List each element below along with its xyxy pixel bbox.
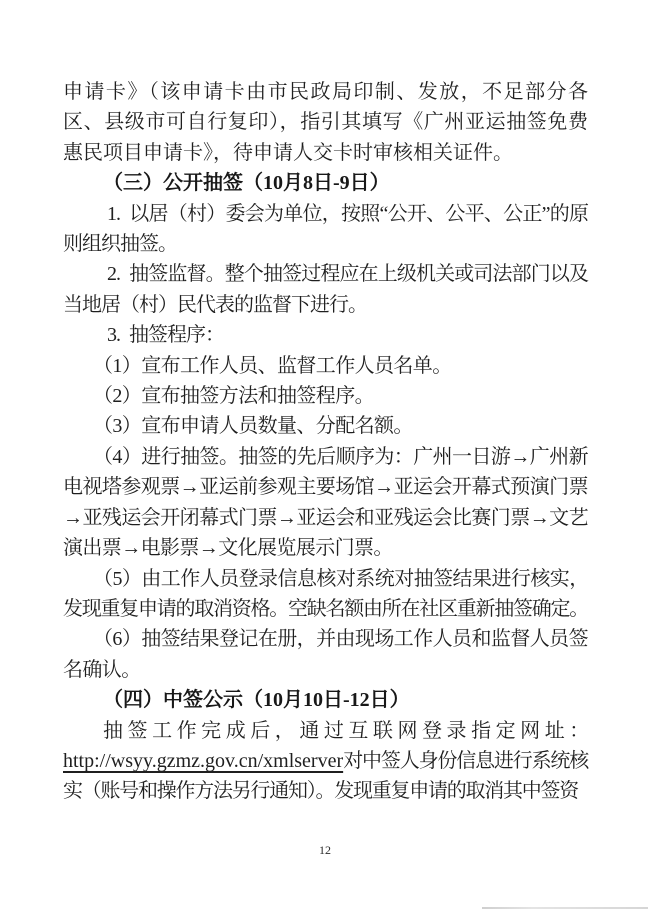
scan-artifact-line xyxy=(482,907,648,909)
paragraph xyxy=(63,199,588,260)
text-run: 申请卡》（该申请卡由市民政局印制、发放，不足部分各区、县级市可自行复印），指引其填写《广州亚运抽签免费惠民项目申请卡》，待申请人交卡时审核相关证件。 xyxy=(63,81,588,164)
text-run: 1. 以居（村）委会为单位，按照“公开、公平、公正”的原则组织抽签。 xyxy=(63,202,588,256)
text-run: （1）宣布工作人员、监督工作人员名单。 xyxy=(93,354,452,377)
paragraph xyxy=(63,564,588,625)
text-run: （6）抽签结果登记在册，并由现场工作人员和监督人员签名确认。 xyxy=(63,628,588,681)
paragraph xyxy=(63,320,588,350)
text-run: （5）由工作人员登录信息核对系统对抽签结果进行核实，发现重复申请的取消资格。空缺名额由所在社区重新抽签确定。 xyxy=(63,567,588,620)
text-run: 3. 抽签程序： xyxy=(107,324,224,347)
paragraph xyxy=(63,259,588,320)
text-run: 2. 抽签监督。整个抽签过程应在上级机关或司法部门以及当地居（村）民代表的监督下进行。 xyxy=(63,263,588,316)
document-body xyxy=(63,77,588,807)
text-run: （4）进行抽签。抽签的先后顺序为：广州一日游→广州新电视塔参观票→亚运前参观主要场馆→亚运会开幕式预演门票→亚残运会开闭幕式门票→亚运会和亚残运会比赛门票→文艺演出票→电影票→文化展览展示门票。 xyxy=(63,445,588,560)
text-run: （3）宣布申请人员数量、分配名额。 xyxy=(93,415,413,438)
paragraph xyxy=(63,624,588,685)
text-run: 抽签工作完成后，通过互联网登录指定网址： xyxy=(103,719,588,742)
text-run: （四）中签公示（10月10日-12日） xyxy=(103,689,410,712)
section-heading xyxy=(63,685,588,715)
paragraph xyxy=(63,716,588,807)
paragraph xyxy=(63,351,588,381)
paragraph xyxy=(63,381,588,411)
section-heading xyxy=(63,168,588,198)
text-run: （2）宣布抽签方法和抽签程序。 xyxy=(93,385,374,408)
text-run: （三）公开抽签（10月8日-9日） xyxy=(103,172,390,195)
url-link[interactable]: http://wsyy.gzmz.gov.cn/xmlserver xyxy=(63,749,344,772)
paragraph xyxy=(63,77,588,168)
text-run: 对中签人身份信息进行系统核实（账号和操作方法另行通知）。发现重复申请的取消其中签资 xyxy=(63,749,588,803)
page-number: 12 xyxy=(319,843,331,857)
paragraph xyxy=(63,411,588,441)
paragraph xyxy=(63,442,588,564)
